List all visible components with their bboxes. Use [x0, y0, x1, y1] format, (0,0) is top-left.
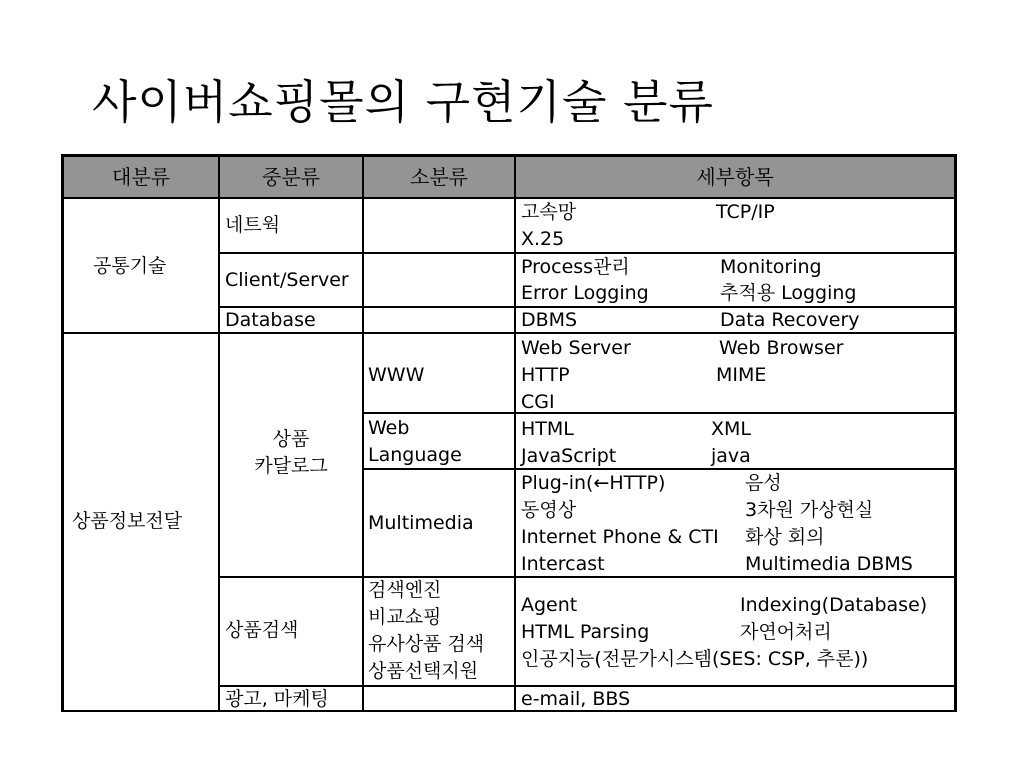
detail-item: 음성 [745, 472, 782, 494]
major-common-tech: 공통기술 [93, 255, 167, 277]
middle-product-search: 상품검색 [225, 619, 299, 641]
detail-item: Intercast [521, 553, 605, 575]
detail-item: Monitoring [720, 256, 822, 278]
detail-item: Web Server [521, 337, 631, 359]
header-details: 세부항목 [696, 165, 774, 189]
detail-item: JavaScript [521, 445, 617, 467]
detail-item: java [711, 445, 751, 467]
detail-item: DBMS [521, 309, 578, 331]
minor-www: WWW [368, 364, 425, 386]
minor-web-language: Web Language [368, 417, 462, 466]
detail-item: 인공지능(전문가시스템(SES: CSP, 추론)) [521, 648, 869, 670]
middle-client-server: Client/Server [225, 269, 349, 291]
header-major: 대분류 [112, 165, 170, 189]
middle-catalog: 상품 카달로그 [254, 428, 328, 477]
middle-ads-marketing: 광고, 마케팅 [225, 688, 329, 710]
detail-item: Data Recovery [720, 309, 860, 331]
detail-item: Multimedia DBMS [745, 553, 913, 575]
detail-item: 고속망 [521, 201, 577, 223]
detail-item: TCP/IP [716, 201, 775, 223]
detail-item: Indexing(Database) [740, 594, 928, 616]
header-minor: 소분류 [410, 165, 468, 189]
detail-item: Process관리 [521, 256, 630, 278]
detail-item: CGI [521, 391, 555, 413]
detail-item: HTTP [521, 364, 570, 386]
detail-item: Agent [521, 594, 578, 616]
detail-item: e-mail, BBS [521, 688, 631, 710]
detail-item: 추적용 Logging [720, 282, 857, 304]
middle-network: 네트웍 [225, 214, 281, 236]
major-product-info: 상품정보전달 [72, 510, 183, 532]
detail-item: MIME [716, 364, 767, 386]
detail-item: Web Browser [719, 337, 844, 359]
minor-multimedia: Multimedia [368, 512, 474, 534]
detail-item: HTML [521, 418, 574, 440]
header-middle: 중분류 [262, 165, 320, 189]
detail-item: HTML Parsing [521, 621, 650, 643]
detail-item: 자연어처리 [740, 621, 832, 643]
detail-item: 화상 회의 [745, 526, 825, 548]
minor-search-list: 검색엔진 비교쇼핑 유사상품 검색 상품선택지원 [368, 579, 485, 682]
middle-database: Database [225, 309, 316, 331]
slide-title: 사이버쇼핑몰의 구현기술 분류 [92, 75, 714, 129]
detail-item: X.25 [521, 228, 565, 250]
detail-item: Plug-in(←HTTP) [521, 472, 666, 494]
detail-item: 동영상 [521, 499, 577, 521]
detail-item: 3차원 가상현실 [745, 499, 874, 521]
detail-item: Error Logging [521, 282, 649, 304]
detail-item: Internet Phone & CTI [521, 526, 719, 548]
detail-item: XML [711, 418, 751, 440]
